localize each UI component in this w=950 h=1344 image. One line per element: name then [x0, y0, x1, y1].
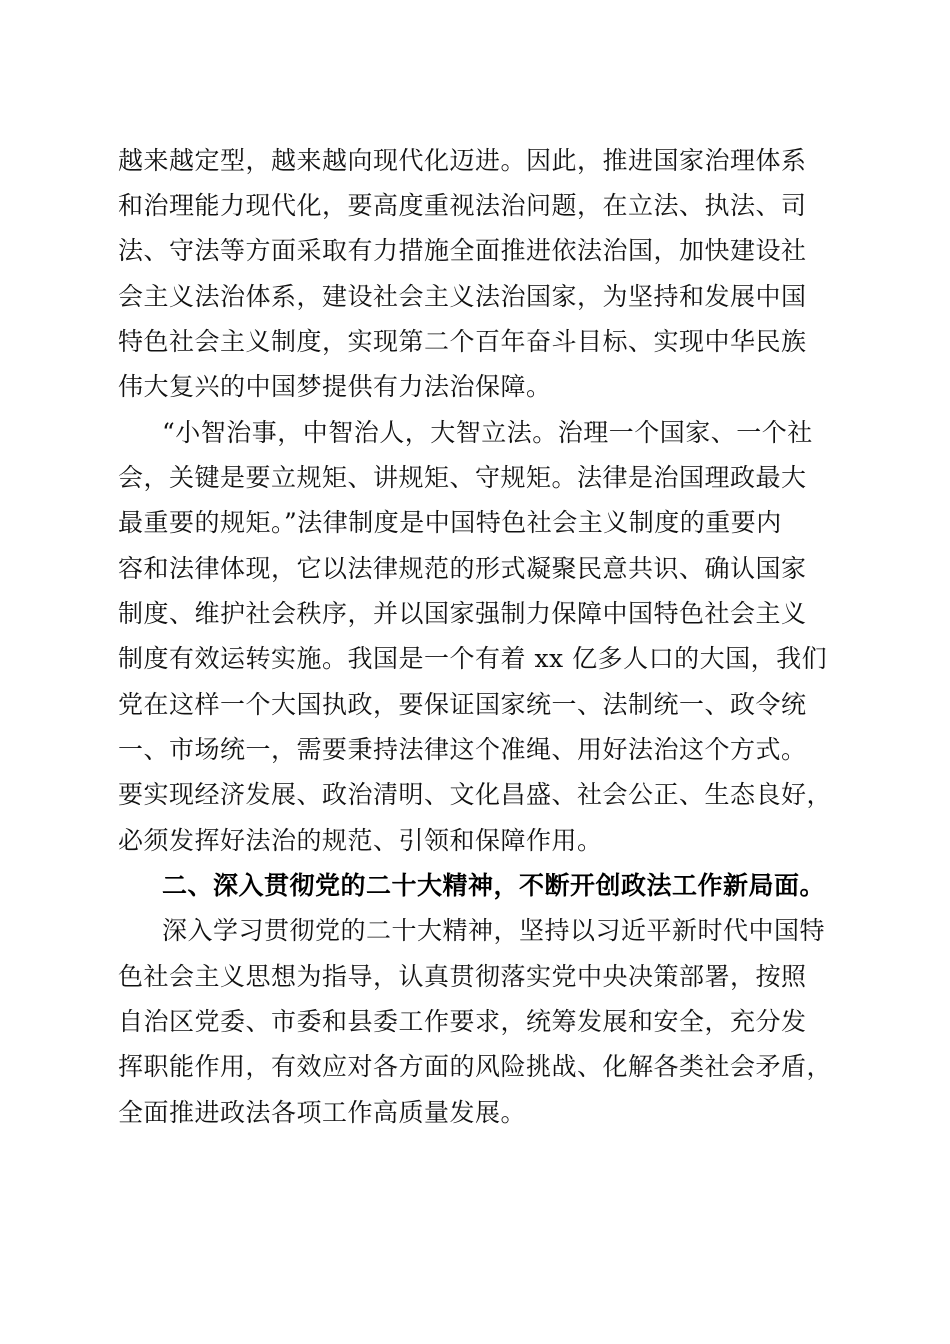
paragraph-3-line: 深入学习贯彻党的二十大精神，坚持以习近平新时代中国特	[162, 916, 826, 945]
paragraph-3-line: 色社会主义思想为指导，认真贯彻落实党中央决策部署，按照	[118, 962, 807, 991]
paragraph-3-line: 挥职能作用，有效应对各方面的风险挑战、化解各类社会矛盾，	[118, 1052, 833, 1081]
paragraph-2-line: 要实现经济发展、政治清明、文化昌盛、社会公正、生态良好，	[118, 780, 833, 809]
paragraph-2-line: 制度、维护社会秩序，并以国家强制力保障中国特色社会主义	[118, 599, 807, 628]
paragraph-1-line: 会主义法治体系，建设社会主义法治国家，为坚持和发展中国	[118, 282, 807, 311]
paragraph-2-line: 容和法律体现，它以法律规范的形式凝聚民意共识、确认国家	[118, 554, 807, 583]
paragraph-1-line: 特色社会主义制度，实现第二个百年奋斗目标、实现中华民族	[118, 327, 807, 356]
paragraph-2-line: 一、市场统一，需要秉持法律这个准绳、用好法治这个方式。	[118, 735, 807, 764]
paragraph-1-line: 越来越定型，越来越向现代化迈进。因此，推进国家治理体系	[118, 146, 807, 175]
paragraph-2-line: 党在这样一个大国执政，要保证国家统一、法制统一、政令统	[118, 690, 807, 719]
paragraph-2-line: 会，关键是要立规矩、讲规矩、守规矩。法律是治国理政最大	[118, 463, 807, 492]
paragraph-2-line: “小智治事，中智治人，大智立法。治理一个国家、一个社	[162, 418, 813, 447]
paragraph-3-line: 自治区党委、市委和县委工作要求，统筹发展和安全，充分发	[118, 1007, 807, 1036]
paragraph-1-line: 伟大复兴的中国梦提供有力法治保障。	[118, 372, 552, 401]
paragraph-2-line: 必须发挥好法治的规范、引领和保障作用。	[118, 826, 603, 855]
paragraph-2-line: 制度有效运转实施。我国是一个有着 xx 亿多人口的大国，我们	[118, 644, 828, 673]
section-heading: 二、深入贯彻党的二十大精神，不断开创政法工作新局面。	[162, 871, 826, 900]
paragraph-1-line: 法、守法等方面采取有力措施全面推进依法治国，加快建设社	[118, 236, 807, 265]
paragraph-1-line: 和治理能力现代化，要高度重视法治问题，在立法、执法、司	[118, 191, 807, 220]
paragraph-2-line: 最重要的规矩。”法律制度是中国特色社会主义制度的重要内	[118, 508, 782, 537]
paragraph-3-line: 全面推进政法各项工作高质量发展。	[118, 1098, 527, 1127]
